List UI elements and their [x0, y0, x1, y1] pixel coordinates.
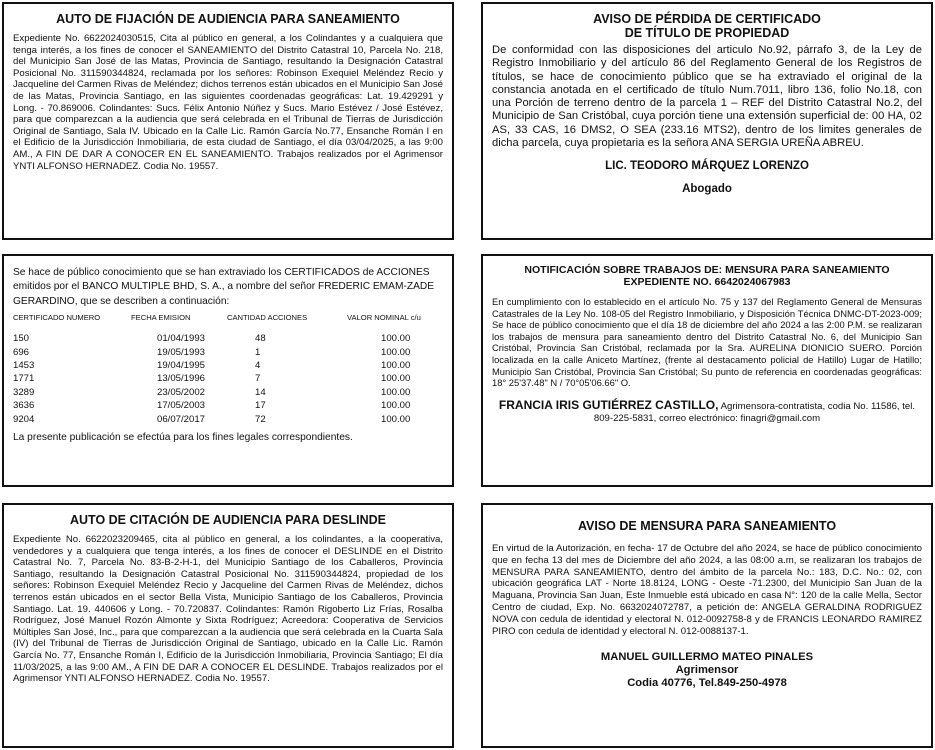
table-row — [13, 372, 443, 385]
table-row — [13, 359, 443, 372]
table-cell: 4 — [255, 360, 261, 372]
table-cell: 17/05/2003 — [157, 400, 206, 412]
signer-details: Agrimensora-contratista, codia No. 11586, tel. 809-225-5831, correo electrónico: finagri@gmail.com — [593, 400, 916, 424]
table-cell: 72 — [255, 413, 266, 425]
table-cell: 100.00 — [381, 386, 411, 398]
column-header: VALOR NOMINAL c/u — [347, 313, 421, 323]
signer-role: Abogado — [682, 183, 732, 196]
table-cell: 23/05/2002 — [157, 386, 206, 398]
table-cell: 06/07/2017 — [157, 413, 206, 425]
table-cell: 1453 — [13, 360, 35, 372]
table-cell: 3636 — [13, 400, 35, 412]
signer-role: Agrimensor — [675, 663, 739, 676]
column-header: FECHA EMISION — [131, 313, 191, 323]
signature-block — [492, 399, 922, 425]
table-cell: 1 — [255, 346, 261, 358]
notice-title-line1: AVISO DE PÉRDIDA DE CERTIFICADO — [593, 12, 821, 26]
table-cell: 13/05/1996 — [157, 373, 206, 385]
notice-body: Expediente No. 6622024030515, Cita al público en general, a los Colindantes y a cualquiera que tenga interés, a los fines de conocer el SANEAMIENTO del Distrito Catastral 10, Parcela No. 218, del Municipio San José de las Matas, Provincia de Santiago, resultando la Designación Catastral Posicional No. 311590344824, reclamada por los señores: Robinson Exequiel Meléndez Recio y Jacqueline del Carmen Rivas de Meléndez; dichos terrenos están ubicados en el Municipio San José de las Matas, Provincia Santiago, en las siguientes coordenadas geográficas: Lat. 19.429291 y Long. - 70.869006. Colindantes: Sucs. Félix Antonio Núñez y Sucs. Mario Estévez / José Estévez, para que comparezcan a la audiencia que será celebrada en el Tribunal de Tierras de Jurisdicción Original de Santiago, Sala IV. Ubicado en la Calle Lic. Ramón García No.77, Ensanche Román I en el Edificio de la Jurisdicción Inmobiliaria, de esta ciudad de Santiago, el día 03/04/2025, a las 9:00 AM., A FIN DE DAR A CONOCER EN EL SANEAMIENTO. Trabajos realizados por el Agrimensor YNTI ALFONSO HERNADEZ. Codia No. 19557. — [13, 33, 443, 172]
table-row — [13, 413, 443, 426]
table-cell: 100.00 — [381, 413, 411, 425]
notice-citacion-deslinde — [2, 503, 454, 748]
table-cell: 1771 — [13, 373, 35, 385]
notice-certificados-acciones — [2, 254, 454, 487]
notice-title: AUTO DE FIJACIÓN DE AUDIENCIA PARA SANEAMIENTO — [56, 12, 400, 26]
table-cell: 100.00 — [381, 346, 411, 358]
notice-title-line1: NOTIFICACIÓN SOBRE TRABAJOS DE: MENSURA PARA SANEAMIENTO — [524, 264, 890, 276]
notice-title: AUTO DE CITACIÓN DE AUDIENCIA PARA DESLINDE — [70, 513, 386, 527]
column-header: CERTIFICADO NUMERO — [13, 313, 101, 323]
notice-title-line2: DE TÍTULO DE PROPIEDAD — [624, 26, 790, 40]
table-header-row — [13, 313, 443, 332]
table-row — [13, 332, 443, 345]
table-cell: 696 — [13, 346, 30, 358]
signer-name: MANUEL GUILLERMO MATEO PINALES — [600, 651, 814, 664]
certificates-table — [13, 313, 443, 426]
table-cell: 7 — [255, 373, 261, 385]
table-row — [13, 346, 443, 359]
table-row — [13, 399, 443, 412]
table-cell: 100.00 — [381, 333, 411, 345]
notice-body: En cumplimiento con lo establecido en el artículo No. 75 y 137 del Reglamento General de Mensuras Catastrales de la Ley No. 108-05 del Registro Inmobiliario, y Disposición Técnica DNMC-DT-2023-009; Se hace de público conocimiento que el día 18 de diciembre del año 2024 a las 2:00 P.M. se realizaran los trabajos de mensura para saneamiento dentro del Distrito Catastral No. 6, del Municipio San Cristóbal, Provincia San Cristóbal, reclamada por la Sra. AURELINA DIONICIO SUERO. Porción localizada en la calle Aniceto Martínez, (frente al destacamento policial de Hatillo) Lugar de Hatillo; Municipio San Cristóbal, Provincia San Cristóbal; Su punto de referencia en coordenadas geográficas: 18° 25'37.48" N / 70°05'06.66" O. — [492, 296, 922, 389]
signer-name: LIC. TEODORO MÁRQUEZ LORENZO — [605, 160, 809, 173]
table-cell: 150 — [13, 333, 30, 345]
table-cell: 01/04/1993 — [157, 333, 206, 345]
notice-body: En virtud de la Autorización, en fecha- 17 de Octubre del año 2024, se hace de público conocimiento que en fecha 13 del mes de Diciembre del año 2024, a las 08:00 a.m, se realizaran los trabajos de MENSURA PARA SANEAMIENTO, dentro del ámbito de la parcela No.: 183, D.C. No.: 02, con ubicación geográfica LAT - Norte 18.8124, LONG - Oeste -71.2300, del Municipio San Juan de la Maguana, Provincia San Juan, Este Inmueble está ubicado en casa N°: 120 de la calle Mella, Sector Centro de ciudad, Exp. No. 6632024072787, a petición de: ANGELA GERALDINA RODRIGUEZ NOVA con cedula de identidad y electoral N. 012-0092758-8 y de FRANCIS LEONARDO RAMIREZ PIRO con cedula de identidad y electoral N. 012-0088137-1. — [492, 543, 922, 637]
table-cell: 19/04/1995 — [157, 360, 206, 372]
signer-name: FRANCIA IRIS GUTIÉRREZ CASTILLO, — [498, 397, 719, 412]
notice-aviso-mensura — [481, 503, 933, 748]
table-cell: 3289 — [13, 386, 35, 398]
notice-footer: La presente publicación se efectúa para los fines legales correspondientes. — [13, 432, 353, 444]
table-cell: 17 — [255, 400, 266, 412]
table-cell: 100.00 — [381, 360, 411, 372]
table-cell: 9204 — [13, 413, 35, 425]
table-cell: 19/05/1993 — [157, 346, 206, 358]
table-cell: 100.00 — [381, 400, 411, 412]
table-row — [13, 386, 443, 399]
notice-audiencia-saneamiento — [2, 2, 454, 240]
notice-mensura-notificacion — [481, 254, 933, 487]
notice-title — [492, 264, 922, 288]
table-cell: 48 — [255, 333, 266, 345]
signer-contact: Codia 40776, Tel.849-250-4978 — [627, 676, 787, 689]
table-cell: 14 — [255, 386, 266, 398]
notice-perdida-certificado — [481, 2, 933, 240]
table-cell: 100.00 — [381, 373, 411, 385]
notice-intro: Se hace de público conocimiento que se han extraviado los CERTIFICADOS de ACCIONES emitidos por el BANCO MULTIPLE BHD, S. A., a nombre del señor FREDERIC EMAM-ZADE GERARDINO, que se describen a continuación: — [13, 267, 435, 307]
notice-body: Expediente No. 6622023209465, cita al público en general, a los colindantes, a la cooperativa, vendedores y a cualquiera que tenga interés, a los fines de conocer el DESLINDE en el Distrito Catastral No. 7, Parcela No. 83-B-2-H-1, del Municipio Santiago de los Caballeros, Provincia Santiago, resultando la Designación Catastral Posicional No. 311590344824, propiedad de los señores: Robinson Exequiel Meléndez Recio y Jacqueline del Carmen Rivas de Meléndez, dichos terrenos están ubicados en el sector Bella Vista, Municipio Santiago de los Caballeros, Provincia Santiago. Lat. 19. 440606 y Long. - 70.720837. Colindantes: Ramón Rigoberto Liz Frías, Rosalba Rodríguez, José Manuel Rozón Almonte y Sixta Rodríguez; Acreedora: Cooperativa de Servicios Múltiples San José, Inc., para que comparezcan a la audiencia que será celebrada en la Cuarta Sala (IV) del Tribunal de Tierras de Jurisdicción Original de Santiago, ubicado en la Calle Lic. Ramón García No. 77, Ensanche Román I, Edificio de la Jurisdicción Inmobiliaria, Provincia Santiago; El día 11/03/2025, a las 9:00 AM., A FIN DE DAR A CONOCER EL DESLINDE. Trabajos realizados por el Agrimensor YNTI ALFONSO HERNADEZ. Codia No. 19557. — [13, 534, 443, 685]
notice-body: De conformidad con las disposiciones del articulo No.92, párrafo 3, de la Ley de Registro Inmobiliario y del artículo 86 del Reglamento General de los Registros de títulos, se hace de conocimiento público que se ha extraviado el original de la constancia anotada en el certificado de título Num.7011, libro 136, folio No.18, con una Porción de terreno dentro de la parcela 1 – REF del Distrito Catastral No.2, del Municipio de San Cristóbal, cuya porción tiene una extensión superficial de: 00 HA, 02 AS, 33 CAS, 16 DMS2, O SEA (233.16 MTS2), dentro de los limites generales de dicha parcela, cuya propietaria es la señora ANA SERGIA UREÑA ABREU. — [492, 44, 922, 150]
column-header: CANTIDAD ACCIONES — [227, 313, 308, 323]
notice-title — [492, 12, 922, 40]
notice-title: AVISO DE MENSURA PARA SANEAMIENTO — [577, 519, 837, 533]
signature-block — [492, 651, 922, 689]
notice-title-line2: EXPEDIENTE NO. 6642024067983 — [623, 276, 791, 288]
